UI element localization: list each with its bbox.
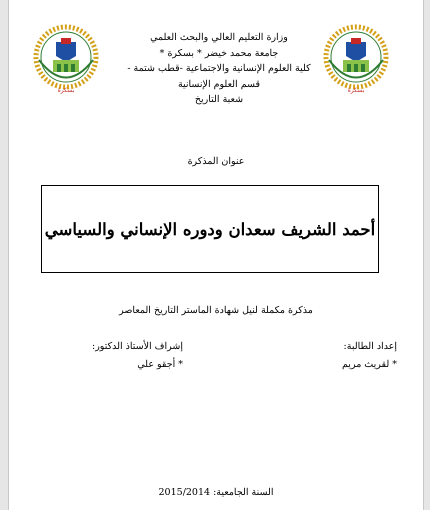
supervisor-block: [92, 338, 183, 374]
faculty-line: كلية العلوم الإنسانية والاجتماعية -قطب شتمة -: [127, 63, 311, 74]
institution-header: [114, 30, 324, 108]
academic-year: السنة الجامعية: 2015/2014: [158, 487, 274, 498]
student-name: * لقريث مريم: [341, 359, 397, 370]
memo-description: مذكرة مكملة لنيل شهادة الماستر التاريخ المعاصر: [119, 305, 313, 316]
ministry-line: وزارة التعليم العالي والبحث العلمي: [150, 32, 288, 43]
department-line: قسم العلوم الإنسانية: [177, 78, 261, 90]
supervisor-name: * أجقو علي: [137, 359, 183, 370]
university-emblem-icon: [321, 20, 391, 95]
title-box: [41, 185, 379, 273]
emblem-caption: بسكرة: [57, 87, 75, 94]
document-page: [8, 0, 424, 510]
thesis-title: أحمد الشريف سعدان ودوره الإنساني والسياسي: [44, 219, 376, 239]
student-block: [342, 338, 397, 374]
thesis-title-label: عنوان المذكرة: [187, 156, 245, 167]
supervisor-label: إشراف الأستاذ الدكتور:: [92, 341, 183, 352]
university-line: جامعة محمد خيضر * بسكرة *: [159, 47, 279, 59]
student-label: إعداد الطالبة:: [343, 341, 397, 352]
university-emblem-icon: [31, 20, 101, 95]
emblem-caption: بسكرة: [347, 87, 365, 94]
branch-line: شعبة التاريخ: [194, 94, 244, 105]
